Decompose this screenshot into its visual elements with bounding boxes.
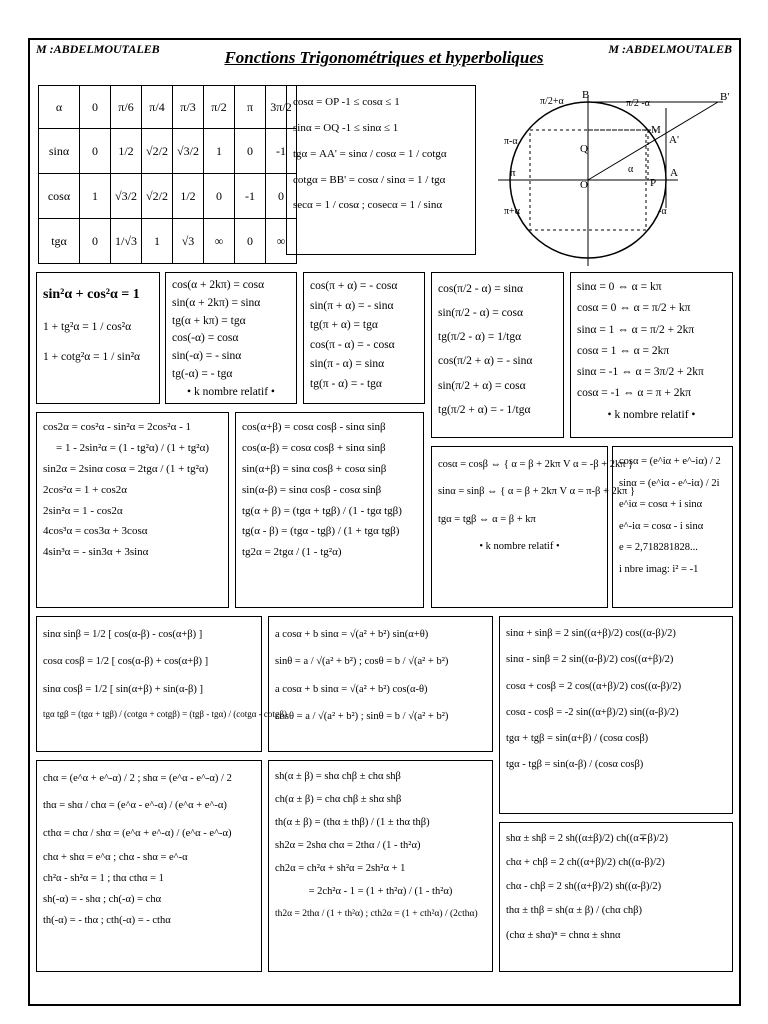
formula-line: cos(π + α) = - cosα <box>310 280 398 292</box>
author-right: M :ABDELMOUTALEB <box>608 42 732 56</box>
label-q: Q <box>580 143 588 155</box>
table-cell: 0 <box>235 219 266 264</box>
formula-line: cotgα = BB' = cosα / sinα = 1 / tgα <box>293 173 446 186</box>
row-label: sinα <box>39 129 80 174</box>
table-cell: 1/2 <box>173 174 204 219</box>
products-box <box>36 616 287 752</box>
label-b-prime: B' <box>720 91 730 103</box>
formula-line: (chα ± shα)ⁿ = chnα ± shnα <box>506 929 621 941</box>
table-cell: √2/2 <box>142 174 173 219</box>
formula-line: sin²α + cos²α = 1 <box>43 287 140 302</box>
formula-line: cosα = OP -1 ≤ cosα ≤ 1 <box>293 96 400 108</box>
formula-line: chα + shα = e^α ; chα - shα = e^-α <box>43 851 188 863</box>
trig-circle-diagram <box>488 88 738 268</box>
label-pi-plus: π+α <box>504 206 520 217</box>
pythagorean-box <box>36 272 160 404</box>
formula-line: cosα - cosβ = -2 sin((α+β)/2) sin((α-β)/2) <box>506 706 679 718</box>
table-cell: -1 <box>266 129 297 174</box>
formula-line: a cosα + b sinα = √(a² + b²) sin(α+θ) <box>275 629 429 640</box>
label-a: A <box>670 167 678 179</box>
formula-line: sinα = (e^iα - e^-iα) / 2i <box>619 477 720 489</box>
sum-to-product-box <box>499 616 733 814</box>
formula-line: cosα cosβ = 1/2 [ cos(α-β) + cos(α+β) ] <box>43 656 209 668</box>
formula-line: 2sin²α = 1 - cos2α <box>43 504 123 517</box>
formula-line: chα - chβ = 2 sh((α+β)/2) sh((α-β)/2) <box>506 881 662 893</box>
formula-line: cos(α + 2kπ) = cosα <box>172 279 265 291</box>
formula-line: sinα - sinβ = 2 sin((α-β)/2) cos((α+β)/2) <box>506 654 674 666</box>
formula-line: sinα = -1 ⇔ α = 3π/2 + 2kπ <box>577 366 704 379</box>
linear-combo-box <box>268 616 493 752</box>
formula-line: chα = (e^α + e^-α) / 2 ; shα = (e^α - e^-α) / 2 <box>43 773 232 784</box>
label-a-prime: A' <box>669 134 679 146</box>
table-header-cell: π/6 <box>111 86 142 129</box>
formula-line: sinα sinβ = 1/2 [ cos(α-β) - cos(α+β) ] <box>43 629 203 640</box>
table-cell: ∞ <box>204 219 235 264</box>
formula-line: tg2α = 2tgα / (1 - tg²α) <box>242 546 342 559</box>
formula-line: tgα tgβ = (tgα + tgβ) / (cotgα + cotgβ) = (tgβ - tgα) / (cotgα - cotgβ) <box>43 708 287 719</box>
formula-line: tg(π/2 - α) = 1/tgα <box>438 331 522 344</box>
formula-line: cos2α = cos²α - sin²α = 2cos²α - 1 <box>43 421 192 433</box>
formula-line: sinα + sinβ = 2 sin((α+β)/2) cos((α-β)/2) <box>506 628 676 639</box>
formula-line: sin(π/2 - α) = cosα <box>438 307 524 320</box>
label-o: O <box>580 179 588 191</box>
formula-line: ch²α - sh²α = 1 ; thα cthα = 1 <box>43 872 164 884</box>
table-cell: 0 <box>204 174 235 219</box>
formula-line: e = 2,718281828... <box>619 542 698 554</box>
formula-line: tg(α + kπ) = tgα <box>172 314 246 327</box>
label-minus-alpha: -α <box>658 206 667 217</box>
formula-line: cos(π/2 + α) = - sinα <box>438 355 533 368</box>
table-cell: √3 <box>173 219 204 264</box>
formula-line: sinα cosβ = 1/2 [ sin(α+β) + sin(α-β) ] <box>43 683 203 695</box>
formula-line: sinα = OQ -1 ≤ sinα ≤ 1 <box>293 121 399 134</box>
formula-line: ch(α ± β) = chα chβ ± shα shβ <box>275 794 402 806</box>
formula-line: tg(π/2 + α) = - 1/tgα <box>438 403 531 416</box>
special-equations-box <box>570 272 733 438</box>
formula-line: 1 + cotg²α = 1 / sin²α <box>43 350 141 363</box>
formula-line: tg(π + α) = tgα <box>310 319 378 332</box>
label-pi: π <box>510 167 516 179</box>
table-cell: -1 <box>235 174 266 219</box>
euler-box <box>612 446 733 608</box>
author-left: M :ABDELMOUTALEB <box>36 42 160 56</box>
ray <box>588 102 718 180</box>
formula-line: cosα = -1 ⇔ α = π + 2kπ <box>577 387 692 400</box>
formula-line: cosα = cosβ ⇔ { α = β + 2kπ V α = -β + 2kπ } <box>438 459 634 470</box>
note-line: • k nombre relatif • <box>479 540 560 552</box>
label-alpha: α <box>628 164 634 175</box>
table-header-cell: π <box>235 86 266 129</box>
formula-line: th2α = 2thα / (1 + th²α) ; cth2α = (1 + cth²α) / (2cthα) <box>275 908 478 919</box>
label-pi-minus: π-α <box>504 136 518 147</box>
formula-line: sinθ = a / √(a² + b²) ; cosθ = b / √(a² + b²) <box>275 656 449 668</box>
formula-line: tgα = tgβ ⇔ α = β + kπ <box>438 513 536 525</box>
formula-line: cos(α-β) = cosα cosβ + sinα sinβ <box>242 441 386 454</box>
table-cell: 1/√3 <box>111 219 142 264</box>
formula-line: sin(-α) = - sinα <box>172 350 242 363</box>
formula-line: cos(α+β) = cosα cosβ - sinα sinβ <box>242 421 386 433</box>
formula-line: chα + chβ = 2 ch((α+β)/2) ch((α-β)/2) <box>506 857 665 869</box>
hyperbolic-sum-box <box>499 822 733 972</box>
page-title: Fonctions Trigonométriques et hyperboliques <box>224 48 544 67</box>
table-header-cell: π/2 <box>204 86 235 129</box>
formula-line: cosα + cosβ = 2 cos((α+β)/2) cos((α-β)/2) <box>506 680 682 692</box>
formula-line: = 2ch²α - 1 = (1 + th²α) / (1 - th²α) <box>308 886 453 898</box>
formula-line: sin(α+β) = sinα cosβ + cosα sinβ <box>242 462 387 475</box>
periodicity-box <box>165 272 297 404</box>
formula-line: thα = shα / chα = (e^α - e^-α) / (e^α + e^-α) <box>43 800 227 812</box>
double-angle-box <box>36 412 229 608</box>
formula-line: sinα = 0 ⇔ α = kπ <box>577 281 662 293</box>
label-b: B <box>582 89 590 101</box>
formula-line: tg(α + β) = (tgα + tgβ) / (1 - tgα tgβ) <box>242 504 402 517</box>
formula-line: secα = 1 / cosα ; cosecα = 1 / sinα <box>293 199 443 212</box>
formula-line: 4cos³α = cos3α + 3cosα <box>43 525 148 538</box>
general-equations-box <box>431 446 636 608</box>
table-cell: 0 <box>266 174 297 219</box>
formula-line: tg(α - β) = (tgα - tgβ) / (1 + tgα tgβ) <box>242 525 400 538</box>
formula-line: tg(-α) = - tgα <box>172 368 233 381</box>
formula-line: th(-α) = - thα ; cth(-α) = - cthα <box>43 914 171 926</box>
formula-line: cosα = 0 ⇔ α = π/2 + kπ <box>577 302 691 315</box>
formula-line: cos(π/2 - α) = sinα <box>438 283 524 295</box>
table-cell: 1 <box>204 129 235 174</box>
formula-line: tg(π - α) = - tgα <box>310 377 382 390</box>
formula-line: cthα = chα / shα = (e^α + e^-α) / (e^α - e^-α) <box>43 827 232 839</box>
table-cell: 0 <box>80 129 111 174</box>
table-row <box>39 174 297 219</box>
table-header-cell: 3π/2 <box>266 86 297 129</box>
row-label: cosα <box>39 174 80 219</box>
label-pi2-plus: π/2+α <box>540 96 564 107</box>
hyperbolic-def-box <box>36 760 262 972</box>
values-table <box>38 85 297 264</box>
formula-line: sinα = 1 ⇔ α = π/2 + 2kπ <box>577 323 695 336</box>
table-cell: √3/2 <box>173 129 204 174</box>
definitions-box <box>286 85 476 255</box>
table-cell: 1/2 <box>111 129 142 174</box>
formula-line: 4sin³α = - sin3α + 3sinα <box>43 546 149 559</box>
formula-line: cosα = 1 ⇔ α = 2kπ <box>577 344 670 357</box>
formula-line: a cosα + b sinα = √(a² + b²) cos(α-θ) <box>275 683 428 695</box>
formula-line: tgα = AA' = sinα / cosα = 1 / cotgα <box>293 147 447 160</box>
table-row <box>39 129 297 174</box>
formula-line: shα ± shβ = 2 sh((α±β)/2) ch((α∓β)/2) <box>506 833 669 844</box>
half-pi-shift-box <box>431 272 564 438</box>
formula-line: sin(π - α) = sinα <box>310 358 385 371</box>
formula-line: sin(α-β) = sinα cosβ - cosα sinβ <box>242 483 382 496</box>
note-line: • k nombre relatif • <box>187 385 275 398</box>
table-cell: √3/2 <box>111 174 142 219</box>
formula-line: ch2α = ch²α + sh²α = 2sh²α + 1 <box>275 863 406 875</box>
label-m: M <box>651 124 661 136</box>
table-row <box>39 219 297 264</box>
row-label: tgα <box>39 219 80 264</box>
table-cell: 1 <box>80 174 111 219</box>
table-cell: 1 <box>142 219 173 264</box>
formula-line: cos(-α) = cosα <box>172 332 239 345</box>
addition-box <box>235 412 424 608</box>
formula-line: sin(π/2 + α) = cosα <box>438 379 526 392</box>
formula-line: e^-iα = cosα - i sinα <box>619 520 704 532</box>
formula-line: sh(-α) = - shα ; ch(-α) = chα <box>43 893 162 905</box>
table-header-cell: π/3 <box>173 86 204 129</box>
hyperbolic-add-box <box>268 760 493 972</box>
formula-line: sin(α + 2kπ) = sinα <box>172 296 261 309</box>
note-line: • k nombre relatif • <box>607 408 696 421</box>
formula-line: i nbre imag: i² = -1 <box>619 563 699 575</box>
table-header-cell: π/4 <box>142 86 173 129</box>
table-cell: √2/2 <box>142 129 173 174</box>
formula-line: sinα = sinβ ⇔ { α = β + 2kπ V α = π-β + 2kπ } <box>438 486 636 498</box>
formula-line: tgα + tgβ = sin(α+β) / (cosα cosβ) <box>506 733 649 744</box>
formula-line: thα ± thβ = sh(α ± β) / (chα chβ) <box>506 905 642 917</box>
formula-line: sh(α ± β) = shα chβ ± chα shβ <box>275 771 401 782</box>
formula-line: sin(π + α) = - sinα <box>310 299 394 312</box>
formula-line: 2cos²α = 1 + cos2α <box>43 483 128 496</box>
label-pi2-minus: π/2 -α <box>626 98 650 109</box>
pi-shift-box <box>303 272 425 404</box>
formula-line: cosα = (e^iα + e^-iα) / 2 <box>619 456 721 467</box>
label-p: P <box>650 177 657 189</box>
formula-line: e^iα = cosα + i sinα <box>619 499 703 511</box>
table-cell: 0 <box>80 219 111 264</box>
formula-line: 1 + tg²α = 1 / cos²α <box>43 320 132 333</box>
table-cell: ∞ <box>266 219 297 264</box>
formula-line: sin2α = 2sinα cosα = 2tgα / (1 + tg²α) <box>43 462 209 475</box>
formula-line: tgα - tgβ = sin(α-β) / (cosα cosβ) <box>506 759 644 771</box>
table-corner: α <box>39 86 80 129</box>
formula-line: cos(π - α) = - cosα <box>310 338 395 351</box>
formula-line: th(α ± β) = (thα ± thβ) / (1 ± thα thβ) <box>275 817 430 829</box>
formula-line: = 1 - 2sin²α = (1 - tg²α) / (1 + tg²α) <box>55 441 210 454</box>
formula-line: cosθ = a / √(a² + b²) ; sinθ = b / √(a² + b²) <box>275 710 449 722</box>
table-cell: 0 <box>235 129 266 174</box>
formula-line: sh2α = 2shα chα = 2thα / (1 - th²α) <box>275 840 421 852</box>
table-header-cell: 0 <box>80 86 111 129</box>
